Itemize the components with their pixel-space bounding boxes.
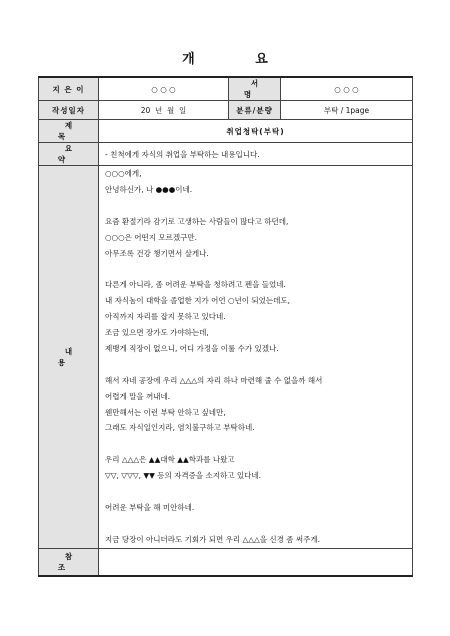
letter-paragraph	[105, 500, 406, 516]
letter-paragraph	[105, 214, 406, 262]
letter-line: 조금 있으면 장가도 가야하는데,	[105, 328, 209, 338]
signature-value: ○ ○ ○	[281, 77, 413, 101]
letter-line: 내 자식놈이 대학을 졸업한 지가 어언 ○년이 되었는데도,	[105, 296, 291, 306]
letter-text	[105, 166, 406, 548]
letter-line: 안녕하신가, 나 ●●●이네.	[105, 184, 193, 194]
letter-line: 우리 △△△은 ▲▲대학 ▲▲학과를 나왔고	[105, 455, 235, 465]
summary-form-table	[38, 76, 413, 577]
letter-line: ▽▽, ▽▽▽, ▼▼ 등의 자격증을 소지하고 있다네.	[105, 471, 262, 481]
letter-line: 다른게 아니라, 좀 어려운 부탁을 청하려고 펜을 들었네.	[105, 280, 286, 290]
letter-line: 요즘 환절기라 감기로 고생하는 사람들이 많다고 하던데,	[105, 216, 289, 226]
letter-paragraph	[105, 166, 406, 198]
letter-paragraph	[105, 532, 406, 548]
content-label: 내 용	[39, 166, 99, 549]
summary-label: 요 약	[39, 143, 99, 166]
reference-label: 참 조	[39, 548, 99, 576]
letter-line: 아무조록 건강 챙기면서 살게나.	[105, 248, 209, 258]
reference-value	[99, 548, 413, 576]
signature-label: 서 명	[229, 77, 281, 101]
letter-line: 제뱅게 직장이 없으니, 어디 가정을 이룰 수가 있겠나.	[105, 343, 279, 353]
letter-line: ○○○은 어떤지 모르겠구만.	[105, 232, 197, 242]
document-title: 개 요	[182, 52, 296, 67]
letter-line: ○○○에게,	[105, 169, 142, 178]
letter-paragraph	[105, 277, 406, 357]
category-label: 분류/분량	[229, 101, 281, 120]
letter-line: 어렵게 말을 꺼내네.	[105, 391, 171, 401]
content-body	[99, 166, 413, 549]
letter-line: 웬만해서는 이런 부탁 안하고 싶네만,	[105, 407, 226, 417]
summary-value: - 친척에게 자식의 취업을 부탁하는 내용입니다.	[99, 143, 413, 166]
letter-line: 어려운 부탁을 해 미안하네.	[105, 502, 195, 512]
category-value: 부탁 / 1page	[281, 101, 413, 120]
letter-paragraph	[105, 452, 406, 484]
letter-line: 그래도 자식일인지라, 염치불구하고 부탁하네.	[105, 423, 255, 433]
date-value: 20 년 월 일	[99, 101, 229, 120]
date-label: 작성일자	[39, 101, 99, 120]
author-label: 지 은 이	[39, 77, 99, 101]
author-value: ○ ○ ○	[99, 77, 229, 101]
letter-paragraph	[105, 373, 406, 437]
subject-value: 취업청탁(부탁)	[99, 120, 413, 143]
subject-label: 제 목	[39, 120, 99, 143]
letter-line: 해서 자네 공장에 우리 △△△의 자리 하나 마련해 줄 수 없을까 해서	[105, 375, 323, 385]
letter-line: 지금 당장이 아니더라도 기회가 되면 우리 △△△을 신경 좀 써주게.	[105, 534, 321, 544]
letter-line: 아직까지 자리를 잡지 못하고 있다네.	[105, 312, 226, 322]
